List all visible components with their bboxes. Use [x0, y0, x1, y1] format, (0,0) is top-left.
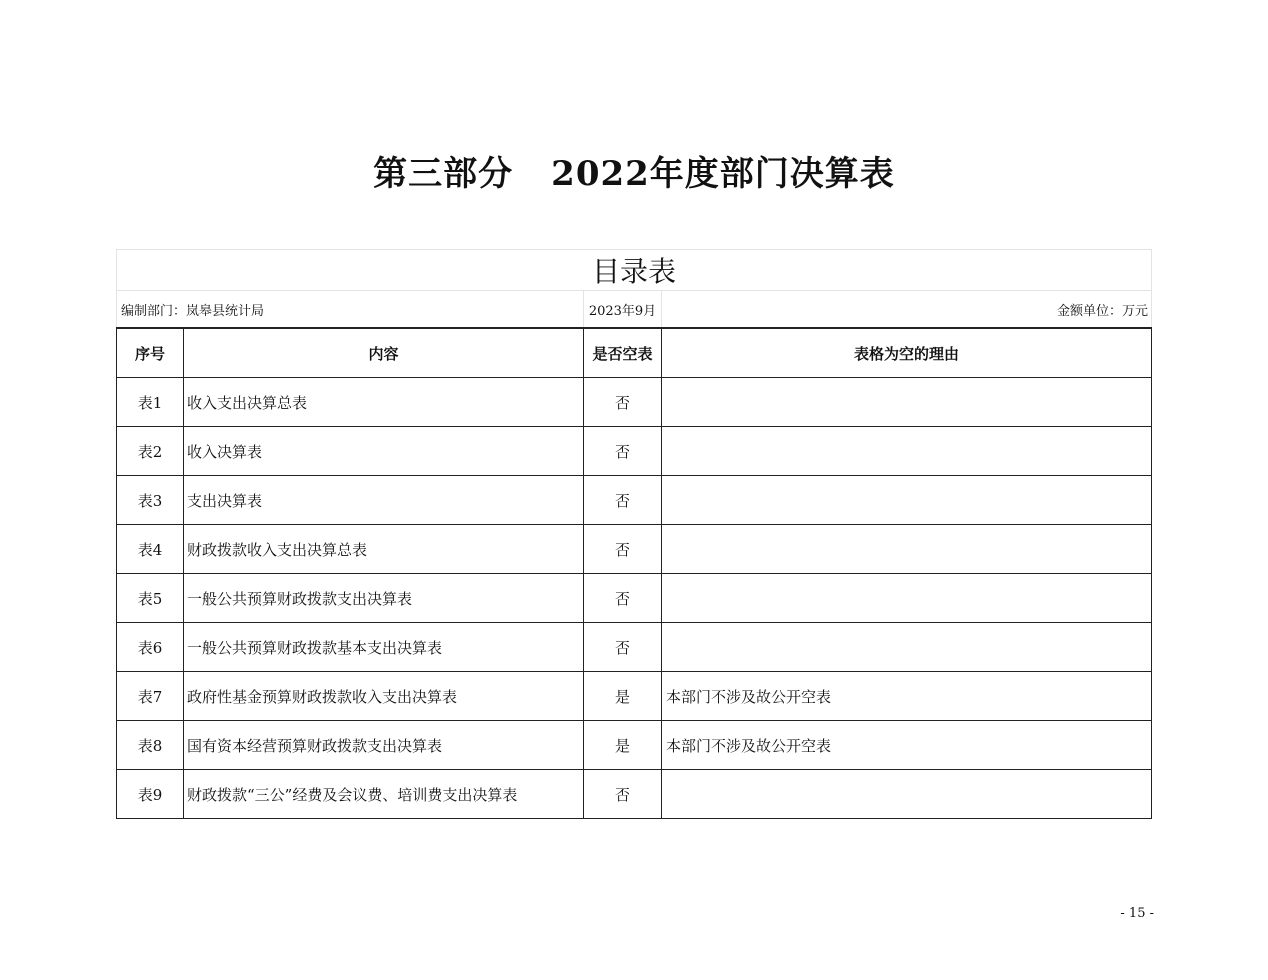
header-no: 序号	[117, 328, 184, 378]
row-reason	[662, 574, 1152, 623]
row-is-empty: 是	[584, 721, 662, 770]
row-is-empty: 否	[584, 378, 662, 427]
row-no: 表4	[117, 525, 184, 574]
amount-unit: 金额单位：万元	[662, 291, 1152, 329]
row-reason	[662, 525, 1152, 574]
table-row	[117, 427, 1152, 476]
title-part: 第三部分	[373, 154, 514, 194]
title-name: 2022年度部门决算表	[551, 154, 895, 194]
table-row	[117, 721, 1152, 770]
row-reason	[662, 770, 1152, 819]
catalog-table	[116, 249, 1152, 819]
table-row	[117, 525, 1152, 574]
row-no: 表2	[117, 427, 184, 476]
row-reason	[662, 427, 1152, 476]
row-no: 表5	[117, 574, 184, 623]
report-date: 2023年9月	[584, 291, 662, 329]
row-reason	[662, 476, 1152, 525]
table-header-row	[117, 328, 1152, 378]
row-reason	[662, 623, 1152, 672]
table-row	[117, 574, 1152, 623]
row-is-empty: 否	[584, 770, 662, 819]
row-content: 收入决算表	[184, 427, 584, 476]
row-is-empty: 否	[584, 623, 662, 672]
row-no: 表9	[117, 770, 184, 819]
row-content: 一般公共预算财政拨款支出决算表	[184, 574, 584, 623]
row-no: 表7	[117, 672, 184, 721]
row-reason: 本部门不涉及故公开空表	[662, 721, 1152, 770]
page-title	[0, 146, 1268, 195]
page-number: - 15 -	[1120, 906, 1154, 921]
row-no: 表1	[117, 378, 184, 427]
row-is-empty: 否	[584, 476, 662, 525]
table-row	[117, 672, 1152, 721]
row-content: 财政拨款收入支出决算总表	[184, 525, 584, 574]
row-is-empty: 是	[584, 672, 662, 721]
header-content: 内容	[184, 328, 584, 378]
table-row	[117, 378, 1152, 427]
table-caption-row	[117, 250, 1152, 291]
table-meta-row	[117, 291, 1152, 329]
row-is-empty: 否	[584, 427, 662, 476]
row-no: 表8	[117, 721, 184, 770]
row-is-empty: 否	[584, 525, 662, 574]
row-no: 表6	[117, 623, 184, 672]
row-no: 表3	[117, 476, 184, 525]
row-content: 国有资本经营预算财政拨款支出决算表	[184, 721, 584, 770]
row-content: 收入支出决算总表	[184, 378, 584, 427]
table-row	[117, 770, 1152, 819]
table-row	[117, 623, 1152, 672]
row-reason	[662, 378, 1152, 427]
header-reason: 表格为空的理由	[662, 328, 1152, 378]
row-content: 支出决算表	[184, 476, 584, 525]
table-row	[117, 476, 1152, 525]
row-is-empty: 否	[584, 574, 662, 623]
row-reason: 本部门不涉及故公开空表	[662, 672, 1152, 721]
row-content: 一般公共预算财政拨款基本支出决算表	[184, 623, 584, 672]
header-is-empty: 是否空表	[584, 328, 662, 378]
row-content: 政府性基金预算财政拨款收入支出决算表	[184, 672, 584, 721]
table-caption: 目录表	[117, 250, 1152, 291]
department-label: 编制部门：岚皋县统计局	[117, 291, 584, 329]
row-content: 财政拨款“三公”经费及会议费、培训费支出决算表	[184, 770, 584, 819]
